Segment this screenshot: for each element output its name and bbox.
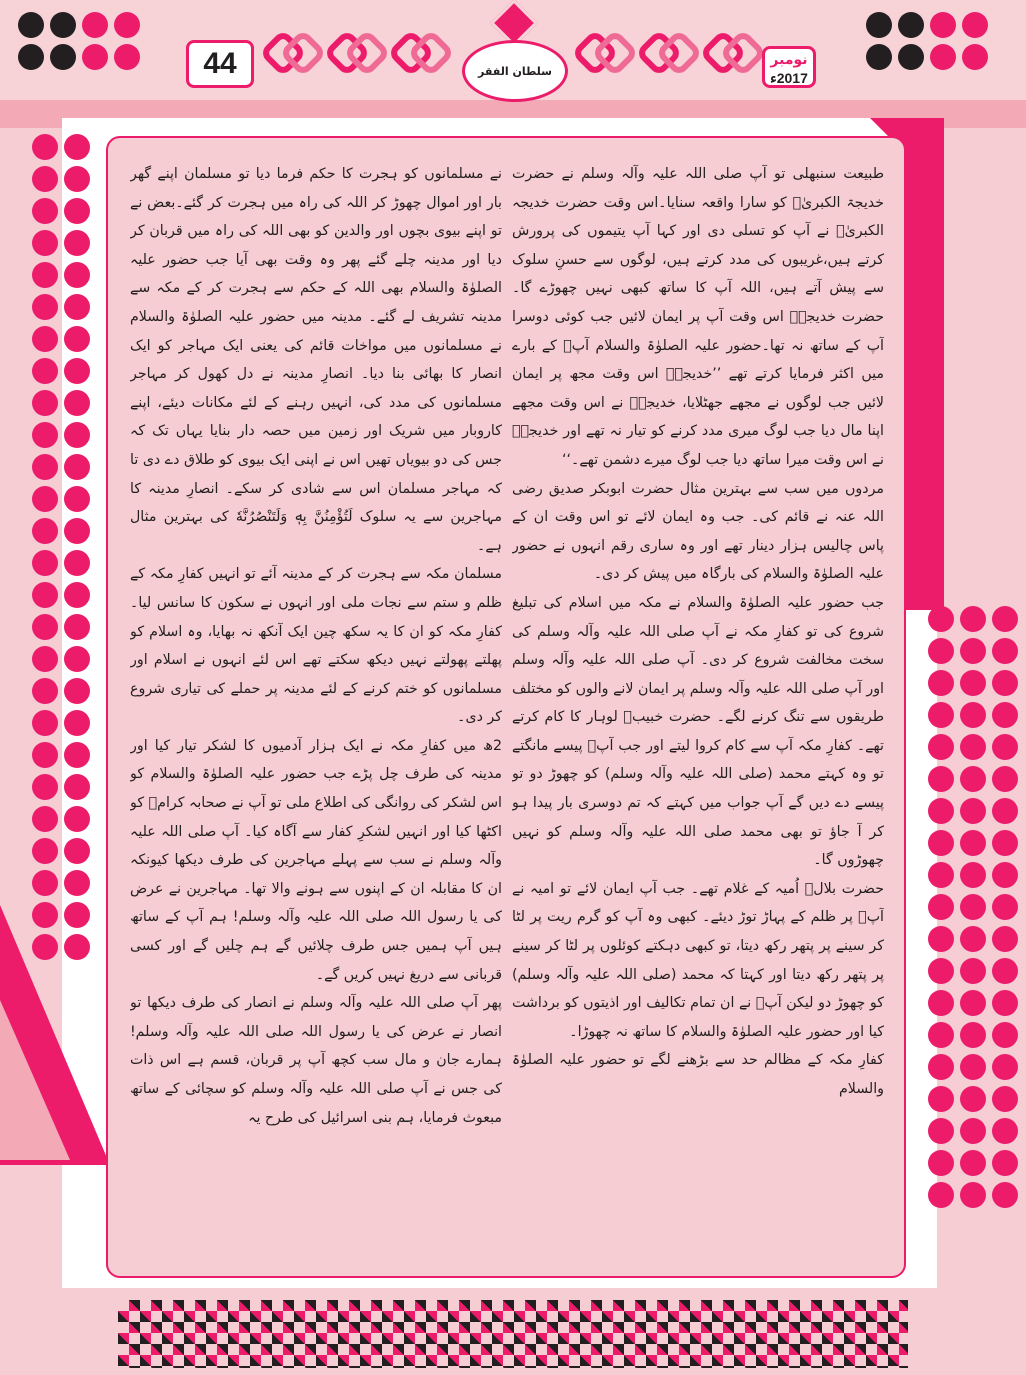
dot-pattern-top-left: [18, 12, 140, 70]
article-panel: [106, 136, 906, 1278]
checker-ornament-bottom: [118, 1300, 908, 1368]
issue-year: 2017ء: [770, 70, 808, 86]
knot-ornament-right: [574, 28, 766, 78]
paragraph: کفارِ مکہ کے مظالم حد سے بڑھنے لگے تو حضور علیہ الصلوٰۃ والسلام: [512, 1052, 884, 1097]
paragraph: 2ھ میں کفارِ مکہ نے ایک ہزار آدمیوں کا لشکر تیار کیا اور مدینہ کی طرف چل پڑے جب حضور علیہ الصلوٰۃ والسلام کو اس لشکر کی روانگی کی اطلاع ملی تو آپ نے صحابہ کرامؓ کو اکٹھا کیا اور انہیں لشکرِ کفار سے آگاہ کیا۔ آپ صلی اللہ علیہ وآلہ وسلم نے سب سے پہلے مہاجرین کی طرف دیکھا کیونکہ ان کا مقابلہ ان کے اپنوں سے ہونے والا تھا۔ مہاجرین نے عرض کی یا رسول اللہ صلی اللہ علیہ وآلہ وسلم! ہم آپ کے ساتھ ہیں آپ ہمیں جس طرف چلائیں گے ہم چلیں گے اور کسی قربانی سے دریغ نہیں کریں گے۔: [130, 737, 502, 983]
dot-pattern-right: [928, 606, 1018, 1208]
paragraph: جب حضور علیہ الصلوٰۃ والسلام نے مکہ میں اسلام کی تبلیغ شروع کی تو کفارِ مکہ نے آپ صلی اللہ علیہ وآلہ وسلم کی سخت مخالفت شروع کر دی۔ آپ صلی اللہ علیہ وآلہ وسلم اور آپ صلی اللہ علیہ وآلہ وسلم پر ایمان لانے والوں کو مختلف طریقوں سے تنگ کرنے لگے۔ حضرت خبیبؓ لوہار کا کام کرتے تھے۔ کفارِ مکہ آپ سے کام کروا لیتے اور جب آپؓ پیسے مانگتے تو وہ کہتے محمد (صلی اللہ علیہ وآلہ وسلم) کو چھوڑ دو تو پیسے دے دیں گے آپ جواب میں کہتے کہ تم دوسری بار پیدا ہو کر آ جاؤ تو بھی محمد صلی اللہ علیہ وآلہ وسلم کو نہیں چھوڑوں گا۔: [512, 594, 884, 869]
dot-pattern-top-right: [866, 12, 988, 70]
dot-pattern-left: [32, 134, 90, 960]
paragraph: نے مسلمانوں کو ہجرت کا حکم فرما دیا تو مسلمان اپنے گھر بار اور اموال چھوڑ کر اللہ کی راہ میں ہجرت کر گئے۔بعض نے تو اپنے بیوی بچوں اور والدین کو بھی اللہ کی راہ میں قربان کر دیا اور مدینہ چلے گئے پھر وہ وقت بھی آیا جب حضور علیہ الصلوٰۃ والسلام بھی اللہ کے حکم سے ہجرت کر کے مکہ سے مدینہ تشریف لے گئے۔ مدینہ میں حضور علیہ الصلوٰۃ والسلام نے مسلمانوں میں مواخات قائم کی یعنی ایک مہاجر کو ایک انصار کا بھائی بنا دیا۔ انصارِ مدینہ نے دل کھول کر مہاجر مسلمانوں کی مدد کی، انہیں رہنے کے لئے مکانات دیئے، اپنے کاروبار میں شریک اور زمین میں حصہ دار بنایا یہاں تک کہ جس کی دو بیویاں تھیں اس نے اپنی ایک بیوی کو طلاق دے دی تا کہ مہاجر مسلمان اس سے شادی کر سکے۔ انصارِ مدینہ کا مہاجرین سے یہ سلوک لَتُؤْمِنُنَّ بِهٖ وَلَتَنْصُرُنَّهٗ کی بہترین مثال ہے۔: [130, 166, 502, 554]
paragraph: پھر آپ صلی اللہ علیہ وآلہ وسلم نے انصار کی طرف دیکھا تو انصار نے عرض کی یا رسول اللہ صلی اللہ علیہ وآلہ وسلم! ہمارے جان و مال سب کچھ آپ پر قربان، قسم ہے اس ذات کی جس نے آپ صلی اللہ علیہ وآلہ وسلم کو سچائی کے ساتھ مبعوث فرمایا، ہم بنی اسرائیل کی طرح یہ: [130, 995, 502, 1126]
magazine-logo: سلطان الفقر: [462, 40, 568, 102]
knot-ornament-left: [262, 28, 454, 78]
paragraph: مردوں میں سب سے بہترین مثال حضرت ابوبکر صدیق رضی اللہ عنہ نے قائم کی۔ جب وہ ایمان لائے تو اس وقت ان کے پاس چالیس ہزار دینار تھے اور وہ ساری رقم انہوں نے حضور علیہ الصلوٰۃ والسلام کی بارگاہ میں پیش کر دی۔: [512, 480, 884, 583]
paragraph: حضرت بلالؓ اُمیہ کے غلام تھے۔ جب آپ ایمان لائے تو امیہ نے آپؓ پر ظلم کے پہاڑ توڑ دیئے۔ کبھی وہ آپ کو گرم ریت پر لٹا کر سینے پر پتھر رکھ دیتا، تو کبھی دہکتے کوئلوں پر لٹا کر سینے پر پتھر رکھ دیتا اور کہتا کہ محمد (صلی اللہ علیہ وآلہ وسلم) کو چھوڑ دو لیکن آپؓ نے ان تمام تکالیف اور اذیتوں کو برداشت کیا اور حضور علیہ الصلوٰۃ والسلام کا ساتھ نہ چھوڑا۔: [512, 880, 884, 1040]
paragraph: طبیعت سنبھلی تو آپ صلی اللہ علیہ وآلہ وسلم نے حضرت خدیجۃ الکبریٰؓ کو سارا واقعہ سنایا۔اس وقت حضرت خدیجہ الکبریٰؓ نے آپ کو تسلی دی اور کہا آپ یتیموں کی پرورش کرتے ہیں،غریبوں کی مدد کرتے ہیں، لوگوں سے حسنِ سلوک سے پیش آتے ہیں، اللہ آپ کا ساتھ کبھی نہیں چھوڑے گا۔ حضرت خدیجہؓ اس وقت آپ پر ایمان لائیں جب کوئی دوسرا آپ کے ساتھ نہ تھا۔حضور علیہ الصلوٰۃ والسلام آپؓ کے بارے میں اکثر فرمایا کرتے تھے ’’خدیجہؓ اس وقت مجھ پر ایمان لائیں جب لوگوں نے مجھے جھٹلایا، خدیجہؓ نے اس وقت مجھے اپنا مال دیا جب لوگ میری مدد کرنے کو تیار نہ تھے اور خدیجہؓ نے اس وقت میرا ساتھ دیا جب لوگ میرے دشمن تھے۔‘‘: [512, 166, 884, 468]
side-bar-decoration: [906, 118, 944, 610]
page-number: 44: [186, 40, 254, 88]
paragraph: مسلمان مکہ سے ہجرت کر کے مدینہ آئے تو انہیں کفارِ مکہ کے ظلم و ستم سے نجات ملی اور انہوں نے سکون کا سانس لیا۔ کفارِ مکہ کو ان کا یہ سکھ چین ایک آنکھ نہ بھایا، وہ اسلام کو پھلتے پھولتے نہیں دیکھ سکتے تھے اس لئے انہوں نے اسلام اور مسلمانوں کو ختم کرنے کے لئے مدینہ پر حملے کی تیاری شروع کر دی۔: [130, 566, 502, 726]
corner-triangle-left-light: [0, 1000, 70, 1160]
article-column-right: [512, 160, 884, 1258]
issue-date: [762, 46, 816, 88]
issue-month: نومبر: [770, 52, 808, 68]
article-column-left: [130, 160, 502, 1258]
